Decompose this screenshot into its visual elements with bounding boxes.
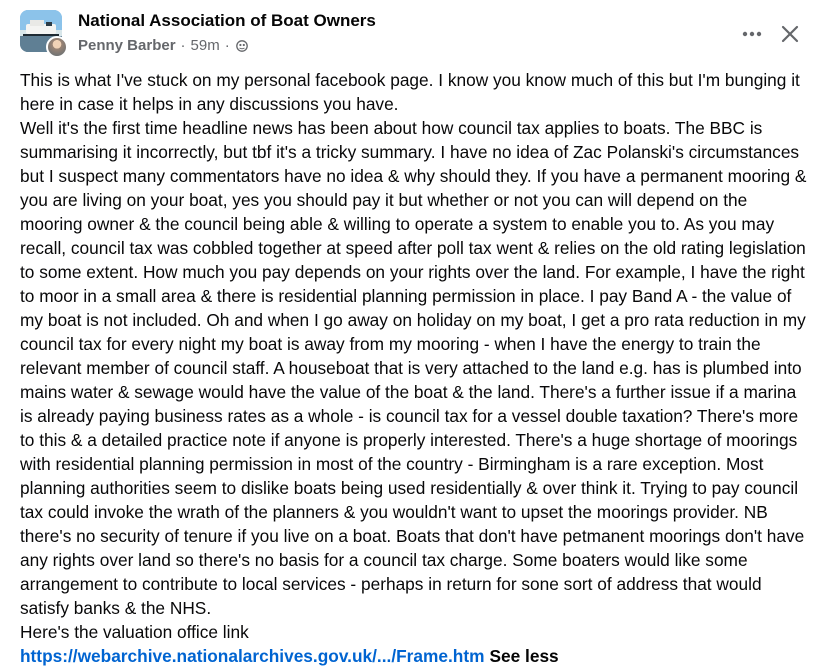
post-body bbox=[20, 68, 810, 644]
valuation-office-link[interactable]: https://webarchive.nationalarchives.gov.uk/.../Frame.htm bbox=[20, 646, 485, 666]
meta-separator-2: · bbox=[224, 37, 230, 54]
post-link-line bbox=[20, 644, 559, 668]
post-paragraph-link-intro: Here's the valuation office link bbox=[20, 622, 249, 642]
post-timestamp[interactable]: 59m bbox=[190, 37, 220, 54]
close-button[interactable] bbox=[776, 20, 804, 48]
meta-separator: · bbox=[180, 37, 186, 54]
post-paragraph-intro: This is what I've stuck on my personal facebook page. I know you know much of this but I'm bunging it here in case it helps in any discussions you have. bbox=[20, 70, 800, 114]
close-icon bbox=[781, 25, 799, 43]
more-options-button[interactable] bbox=[738, 20, 766, 48]
author-name-link[interactable]: Penny Barber bbox=[78, 37, 176, 54]
group-name-link[interactable]: National Association of Boat Owners bbox=[78, 11, 376, 30]
see-less-button[interactable]: See less bbox=[489, 646, 559, 666]
post-meta bbox=[78, 37, 248, 54]
group-avatar-wrap[interactable] bbox=[20, 10, 68, 58]
post-header bbox=[20, 10, 810, 58]
post-paragraph-main: Well it's the first time headline news has been about how council tax applies to boats. The BBC is summarising it incorrectly, but tbf it's a tricky summary. I have no idea of Zac Polanski's circumstances but I suspect many commentators have no idea & why should they. If you have a permanent mooring & you are living on your boat, yes you should pay it but whether or not you can will depend on the mooring owner & the council being able & willing to operate a system to enable you to. As you may recall, council tax was cobbled together at speed after poll tax went & relies on the old rating legislation to some extent. How much you pay depends on your rights over the land. For example, I have the right to moor in a small area & there is residential planning permission in place. I pay Band A - the value of my boat is not included. Oh and when I go away on holiday on my boat, I get a pro rata reduction in my council tax for every night my boat is away from my mooring - when I have the energy to train the relevant member of council staff. A houseboat that is very attached to the land e.g. has is plumbed into mains water & sewage would have the value of the boat & the land. There's a further issue if a marina is already paying business rates as a whole - is council tax for a vessel double taxation? There's more to this & a detailed practice note if anyone is properly interested. There's a huge shortage of moorings with residential planning permission in most of the country - Birmingham is a rare exception. Most planning authorities seem to dislike boats being used residentially & over think it. Trying to pay council tax could invoke the wrath of the planners & you wouldn't want to upset the moorings provider. NB there's no security of tenure if you live on a boat. Boats that don't have petmanent moorings don't have any rights over land so there's no basis for a council tax charge. Some boaters would like some arrangement to contribute to local services - perhaps in return for sone sort of address that would satisfy banks & the NHS. bbox=[20, 118, 807, 618]
more-horizontal-icon bbox=[742, 31, 762, 37]
author-avatar[interactable] bbox=[46, 36, 68, 58]
globe-icon[interactable] bbox=[236, 40, 248, 52]
